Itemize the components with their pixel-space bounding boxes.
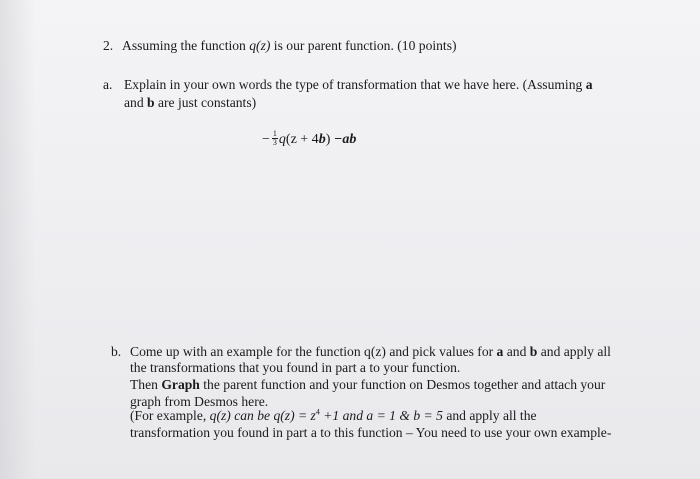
part-a-line-1 <box>124 76 593 93</box>
part-a-constant-b: b <box>147 95 155 110</box>
part-a-letter: a. <box>103 77 113 92</box>
question-heading <box>122 38 457 54</box>
part-b-line-1 <box>130 343 611 360</box>
question-function: q(z) <box>249 38 271 53</box>
part-a-line-1-text: Explain in your own words the type of transformation that we have here. (Assuming <box>124 77 586 92</box>
example-function: q(z) can be q(z) = z <box>209 408 316 423</box>
example-constants: +1 and a = 1 & b = 5 <box>319 408 443 423</box>
part-b-line-1-after: and apply all <box>537 344 611 359</box>
question-number: 2. <box>103 38 114 53</box>
part-a-constant-a: a <box>585 77 593 92</box>
part-b-line-1-mid: and <box>503 344 530 359</box>
part-b-line-5-after: and apply all the <box>442 408 537 423</box>
part-b-line-1-before: Come up with an example for the function q(z) and pick values for <box>130 344 497 359</box>
formula-arg-close: ) <box>325 131 331 147</box>
formula-b: b <box>318 131 326 147</box>
part-b-line-6: transformation you found in part a to this function – You need to use your own example- <box>130 425 612 440</box>
question-text-before: Assuming the function <box>122 38 250 53</box>
part-a-line-2 <box>124 94 256 111</box>
fraction-numerator: 1 <box>272 129 277 138</box>
question-text-after: is our parent function. (10 points) <box>270 38 457 53</box>
part-b-constant-b: b <box>529 344 538 359</box>
part-a-line-2-after: are just constants) <box>154 95 257 110</box>
part-b-graph-word: Graph <box>161 377 200 392</box>
part-b-line-3-before: Then <box>130 377 162 392</box>
part-b-line-5 <box>130 407 537 424</box>
formula-minus: − <box>262 131 270 147</box>
formula-fraction <box>272 130 278 147</box>
part-b-line-5-before: (For example, <box>130 408 210 423</box>
formula-tail: −ab <box>330 131 357 147</box>
part-b-line-3 <box>130 376 605 393</box>
example-exponent: 4 <box>315 407 320 417</box>
transformation-formula <box>262 131 356 148</box>
fraction-denominator: 3 <box>272 138 277 147</box>
formula-q: q <box>278 131 286 147</box>
part-a-line-2-before: and <box>124 95 148 110</box>
part-b-line-2: the transformations that you found in part a to your function. <box>130 360 461 375</box>
formula-arg-open: (z + 4 <box>285 131 319 147</box>
part-b-line-3-after: the parent function and your function on Desmos together and attach your <box>199 377 606 392</box>
part-b-line-4: graph from Desmos here. <box>130 394 269 409</box>
part-b-letter: b. <box>111 344 122 359</box>
part-b-constant-a: a <box>496 344 504 359</box>
page-shadow <box>0 0 36 479</box>
